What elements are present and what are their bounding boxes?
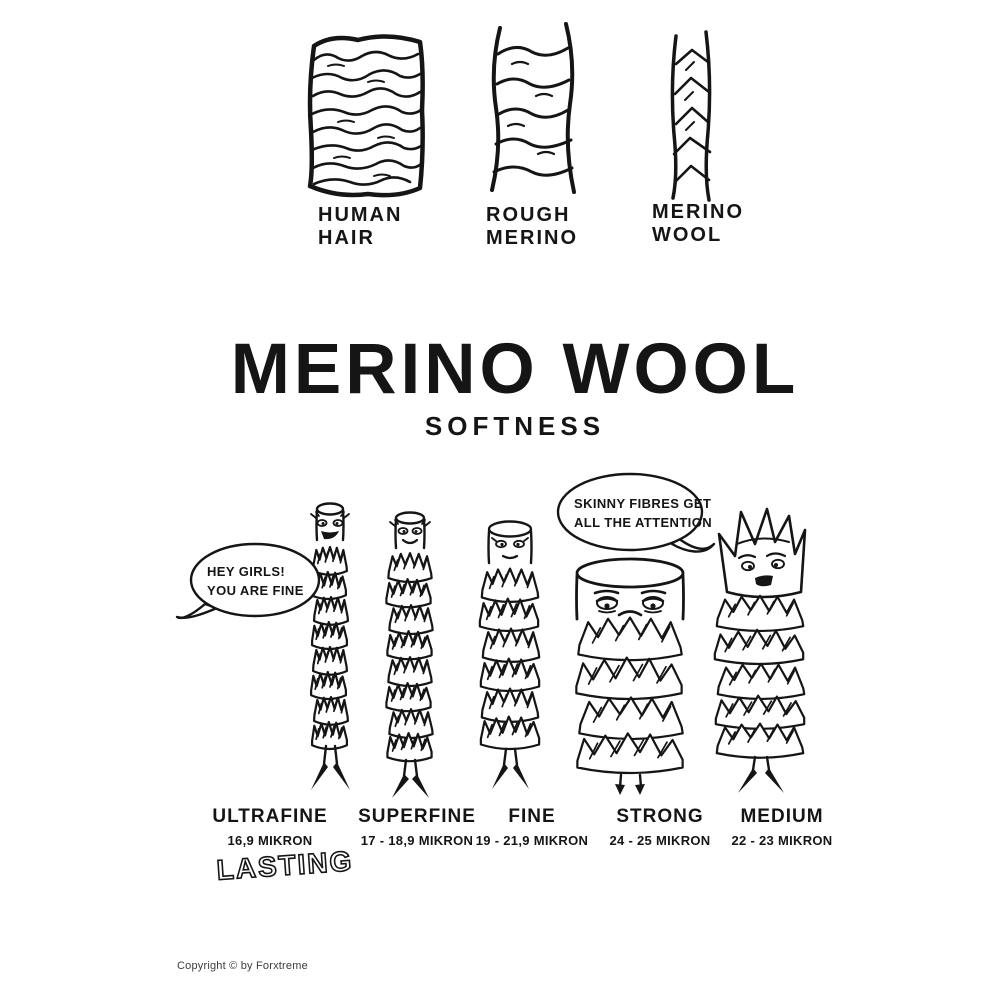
fine-character bbox=[463, 513, 558, 796]
fiber-micron: 17 - 18,9 MIKRON bbox=[360, 833, 474, 848]
speech-bubble-left bbox=[175, 540, 323, 628]
fine-head bbox=[489, 522, 532, 564]
superfine-head bbox=[390, 513, 430, 549]
fine-feet bbox=[492, 749, 529, 789]
rough-merino-illustration bbox=[478, 18, 586, 198]
merino-wool-label bbox=[652, 201, 744, 247]
merino-wool-illustration bbox=[652, 24, 727, 204]
bubble-right-line-2: ALL THE ATTENTION bbox=[574, 515, 712, 530]
copyright-text: Copyright © by Forxtreme bbox=[177, 960, 308, 972]
superfine-body-scales bbox=[386, 553, 432, 761]
speech-bubble-right bbox=[550, 470, 718, 562]
medium-body-scales bbox=[715, 596, 804, 758]
lasting-label: LASTING bbox=[215, 845, 355, 886]
poster-title-block bbox=[15, 330, 1000, 442]
label-line-1: MERINO bbox=[652, 201, 744, 223]
human-hair-label bbox=[318, 204, 402, 250]
strong-feet bbox=[615, 775, 645, 795]
fiber-micron: 24 - 25 MIKRON bbox=[609, 833, 711, 848]
fiber-micron: 22 - 23 MIKRON bbox=[731, 833, 833, 848]
rough-merino-label bbox=[486, 204, 578, 250]
label-line-1: HUMAN bbox=[318, 204, 403, 226]
fiber-micron: 16,9 MIKRON bbox=[227, 833, 313, 848]
human-hair-illustration bbox=[298, 30, 430, 202]
ultrafine-feet bbox=[311, 746, 350, 790]
label-line-2: HAIR bbox=[318, 227, 375, 249]
strong-body-scales bbox=[576, 618, 682, 773]
bubble-left-line-2: YOU ARE FINE bbox=[207, 583, 304, 598]
ultrafine-head bbox=[311, 504, 349, 541]
fiber-name: SUPERFINE bbox=[358, 806, 476, 827]
fiber-name: FINE bbox=[508, 806, 556, 827]
bubble-left-line-1: HEY GIRLS! bbox=[207, 564, 286, 579]
medium-head bbox=[719, 509, 805, 597]
label-line-2: WOOL bbox=[652, 224, 723, 246]
fine-body-scales bbox=[480, 569, 539, 749]
fiber-name: ULTRAFINE bbox=[212, 806, 328, 827]
poster-subtitle: SOFTNESS bbox=[424, 411, 606, 441]
fiber-micron: 19 - 21,9 MIKRON bbox=[475, 833, 589, 848]
medium-character bbox=[703, 506, 818, 796]
poster-title: MERINO WOOL bbox=[230, 330, 800, 409]
strong-character bbox=[563, 549, 698, 796]
medium-feet bbox=[738, 757, 784, 793]
label-line-2: MERINO bbox=[486, 227, 578, 249]
strong-head bbox=[577, 559, 684, 619]
superfine-feet bbox=[392, 760, 429, 798]
fiber-label-ultrafine bbox=[190, 806, 350, 848]
label-line-1: ROUGH bbox=[486, 204, 571, 226]
superfine-character bbox=[366, 506, 454, 796]
fiber-name: MEDIUM bbox=[740, 806, 824, 827]
fiber-label-medium bbox=[702, 806, 862, 848]
fiber-name: STRONG bbox=[616, 806, 704, 827]
bubble-right-line-1: SKINNY FIBRES GET bbox=[574, 496, 712, 511]
